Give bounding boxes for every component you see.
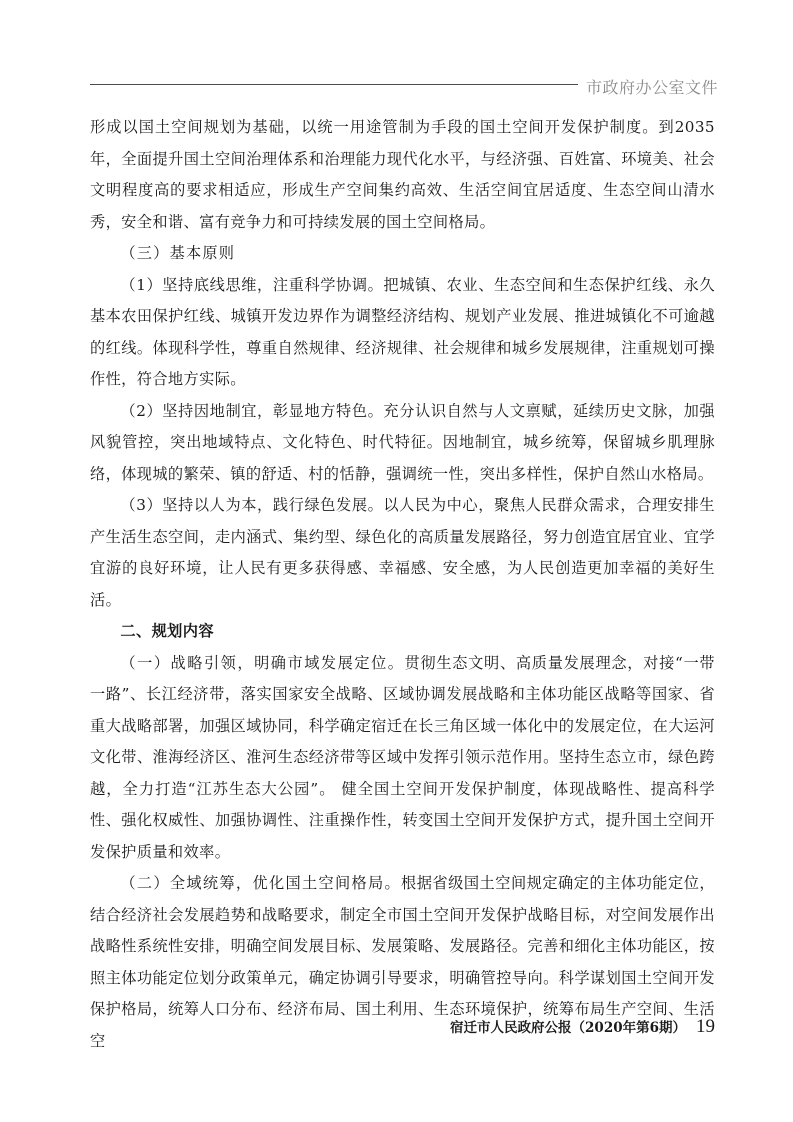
header-title: 市政府办公室文件: [586, 78, 719, 97]
publication-title: 宿迁市人民政府公报（2020年第6期）: [450, 1020, 686, 1036]
paragraph-principle-3: （3）坚持以人为本，践行绿色发展。以人民为中心，聚焦人民群众需求，合理安排生产生活生态空间，走内涵式、集约型、绿色化的高质量发展路径，努力创造宜居宜业、宜学宜游的良好环境，让人民有更多获得感、幸福感、安全感，为人民创造更加幸福的美好生活。: [90, 496, 715, 609]
paragraph-principle-2: （2）坚持因地制宜，彰显地方特色。充分认识自然与人文禀赋，延续历史文脉，加强风貌管控，突出地域特点、文化特色、时代特征。因地制宜，城乡统筹，保留城乡肌理脉络，体现城的繁荣、镇的舒适、村的恬静，强调统一性，突出多样性，保护自然山水格局。: [90, 401, 715, 483]
page-number: 19: [696, 1016, 715, 1037]
paragraph-goal: 形成以国土空间规划为基础，以统一用途管制为手段的国土空间开发保护制度。到2035年，全面提升国土空间治理体系和治理能力现代化水平，与经济强、百姓富、环境美、社会文明程度高的要求相适应，形成生产空间集约高效、生活空间宜居适度、生态空间山清水秀，安全和谐、富有竞争力和可持续发展的国土空间格局。: [90, 118, 715, 231]
document-body: [90, 112, 715, 1057]
paragraph-content-1: [90, 648, 715, 869]
section-heading-principles: （三）基本原则: [120, 244, 236, 262]
section-heading-content: 二、规划内容: [120, 622, 214, 640]
paragraph-content-2-lead: （二）全域统筹，优化国土空间格局。: [120, 874, 401, 892]
paragraph-content-2-body: 根据省级国土空间规定确定的主体功能定位，结合经济社会发展趋势和战略要求，制定全市国土空间开发保护战略目标，对空间发展作出战略性系统性安排，明确空间发展目标、发展策略、发展路径。完善和细化主体功能区，按照主体功能定位划分政策单元，确定协调引导要求，明确管控导向。科学谋划国土空间开发保护格局，统筹人口分布、经济布局、国土利用、生态环境保护，统筹布局生产空间、生活空: [90, 874, 716, 1050]
paragraph-principle-1: （1）坚持底线思维，注重科学协调。把城镇、农业、生态空间和生态保护红线、永久基本农田保护红线、城镇开发边界作为调整经济结构、规划产业发展、推进城镇化不可逾越的红线。体现科学性，尊重自然规律、经济规律、社会规律和城乡发展规律，注重规划可操作性，符合地方实际。: [90, 275, 715, 388]
paragraph-content-1-body: 贯彻生态文明、高质量发展理念，对接“一带一路”、长江经济带，落实国家安全战略、区域协调发展战略和主体功能区战略等国家、省重大战略部署，加强区域协同，科学确定宿迁在长三角区域一体化中的发展定位，在大运河文化带、淮海经济区、淮河生态经济带等区域中发挥引领示范作用。坚持生态立市，绿色跨越，全力打造“江苏生态大公园”。 健全国土空间开发保护制度，体现战略性、提高科学性、强化权威性、加强协调性、注重操作性，转变国土空间开发保护方式，提升国土空间开发保护质量和效率。: [90, 653, 715, 861]
paragraph-content-1-lead: （一）战略引领，明确市域发展定位。: [120, 653, 405, 672]
header-rule: [90, 84, 578, 85]
page-footer: [450, 1016, 715, 1038]
